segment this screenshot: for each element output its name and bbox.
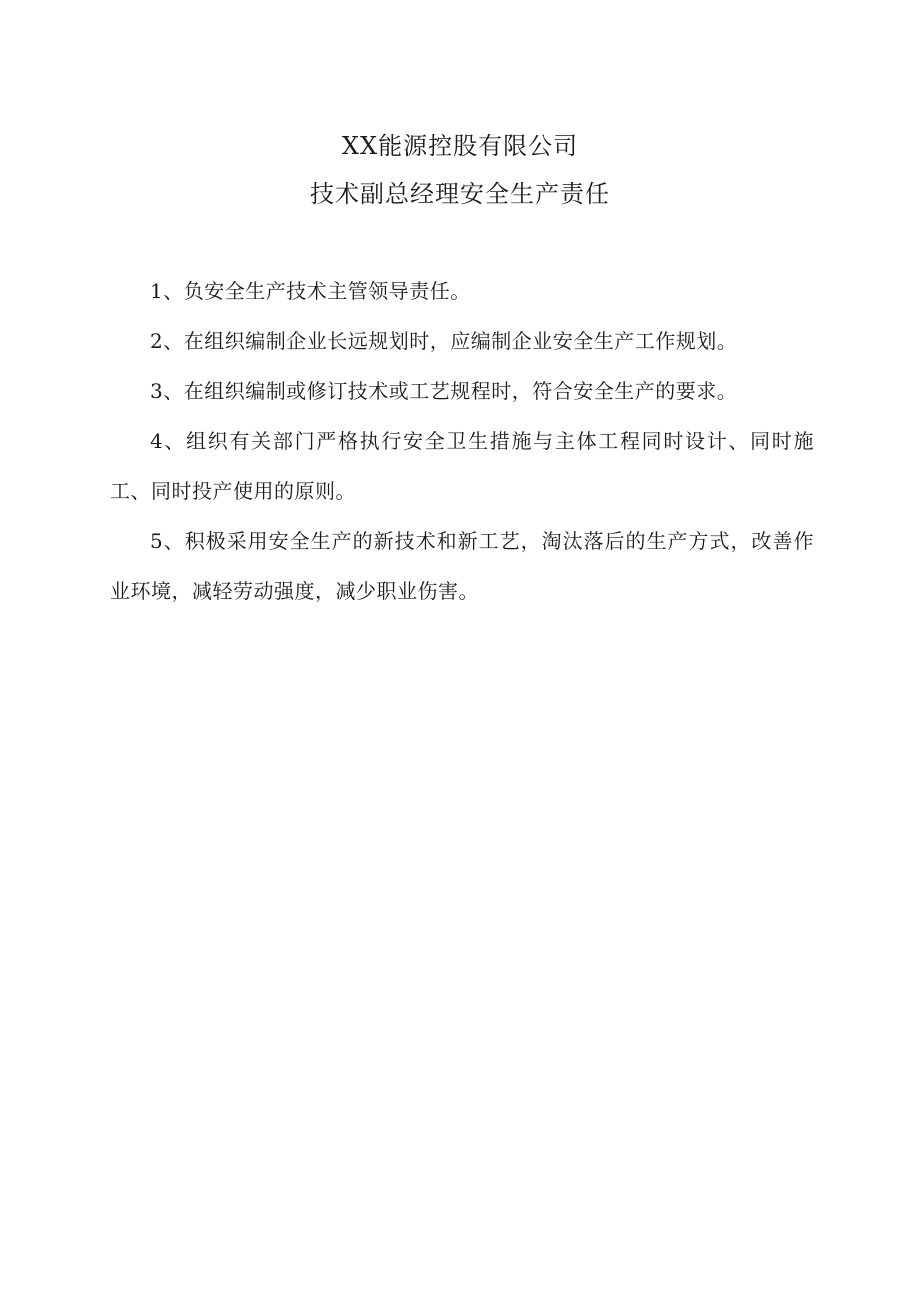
- paragraph-1: 1、负安全生产技术主管领导责任。: [150, 279, 471, 303]
- title-block: [0, 128, 920, 212]
- paragraph-3: 3、在组织编制或修订技术或工艺规程时，符合安全生产的要求。: [150, 379, 738, 403]
- paragraph-2: 2、在组织编制企业长远规划时，应编制企业安全生产工作规划。: [150, 329, 738, 353]
- document-body: [110, 266, 814, 616]
- paragraph-5: 5、积极采用安全生产的新技术和新工艺，淘汰落后的生产方式，改善作业环境，减轻劳动强度，减少职业伤害。: [110, 529, 814, 603]
- document-title: 技术副总经理安全生产责任: [310, 180, 610, 208]
- paragraph-4: 4、组织有关部门严格执行安全卫生措施与主体工程同时设计、同时施工、同时投产使用的原则。: [110, 429, 814, 503]
- company-name: XX能源控股有限公司: [341, 132, 579, 160]
